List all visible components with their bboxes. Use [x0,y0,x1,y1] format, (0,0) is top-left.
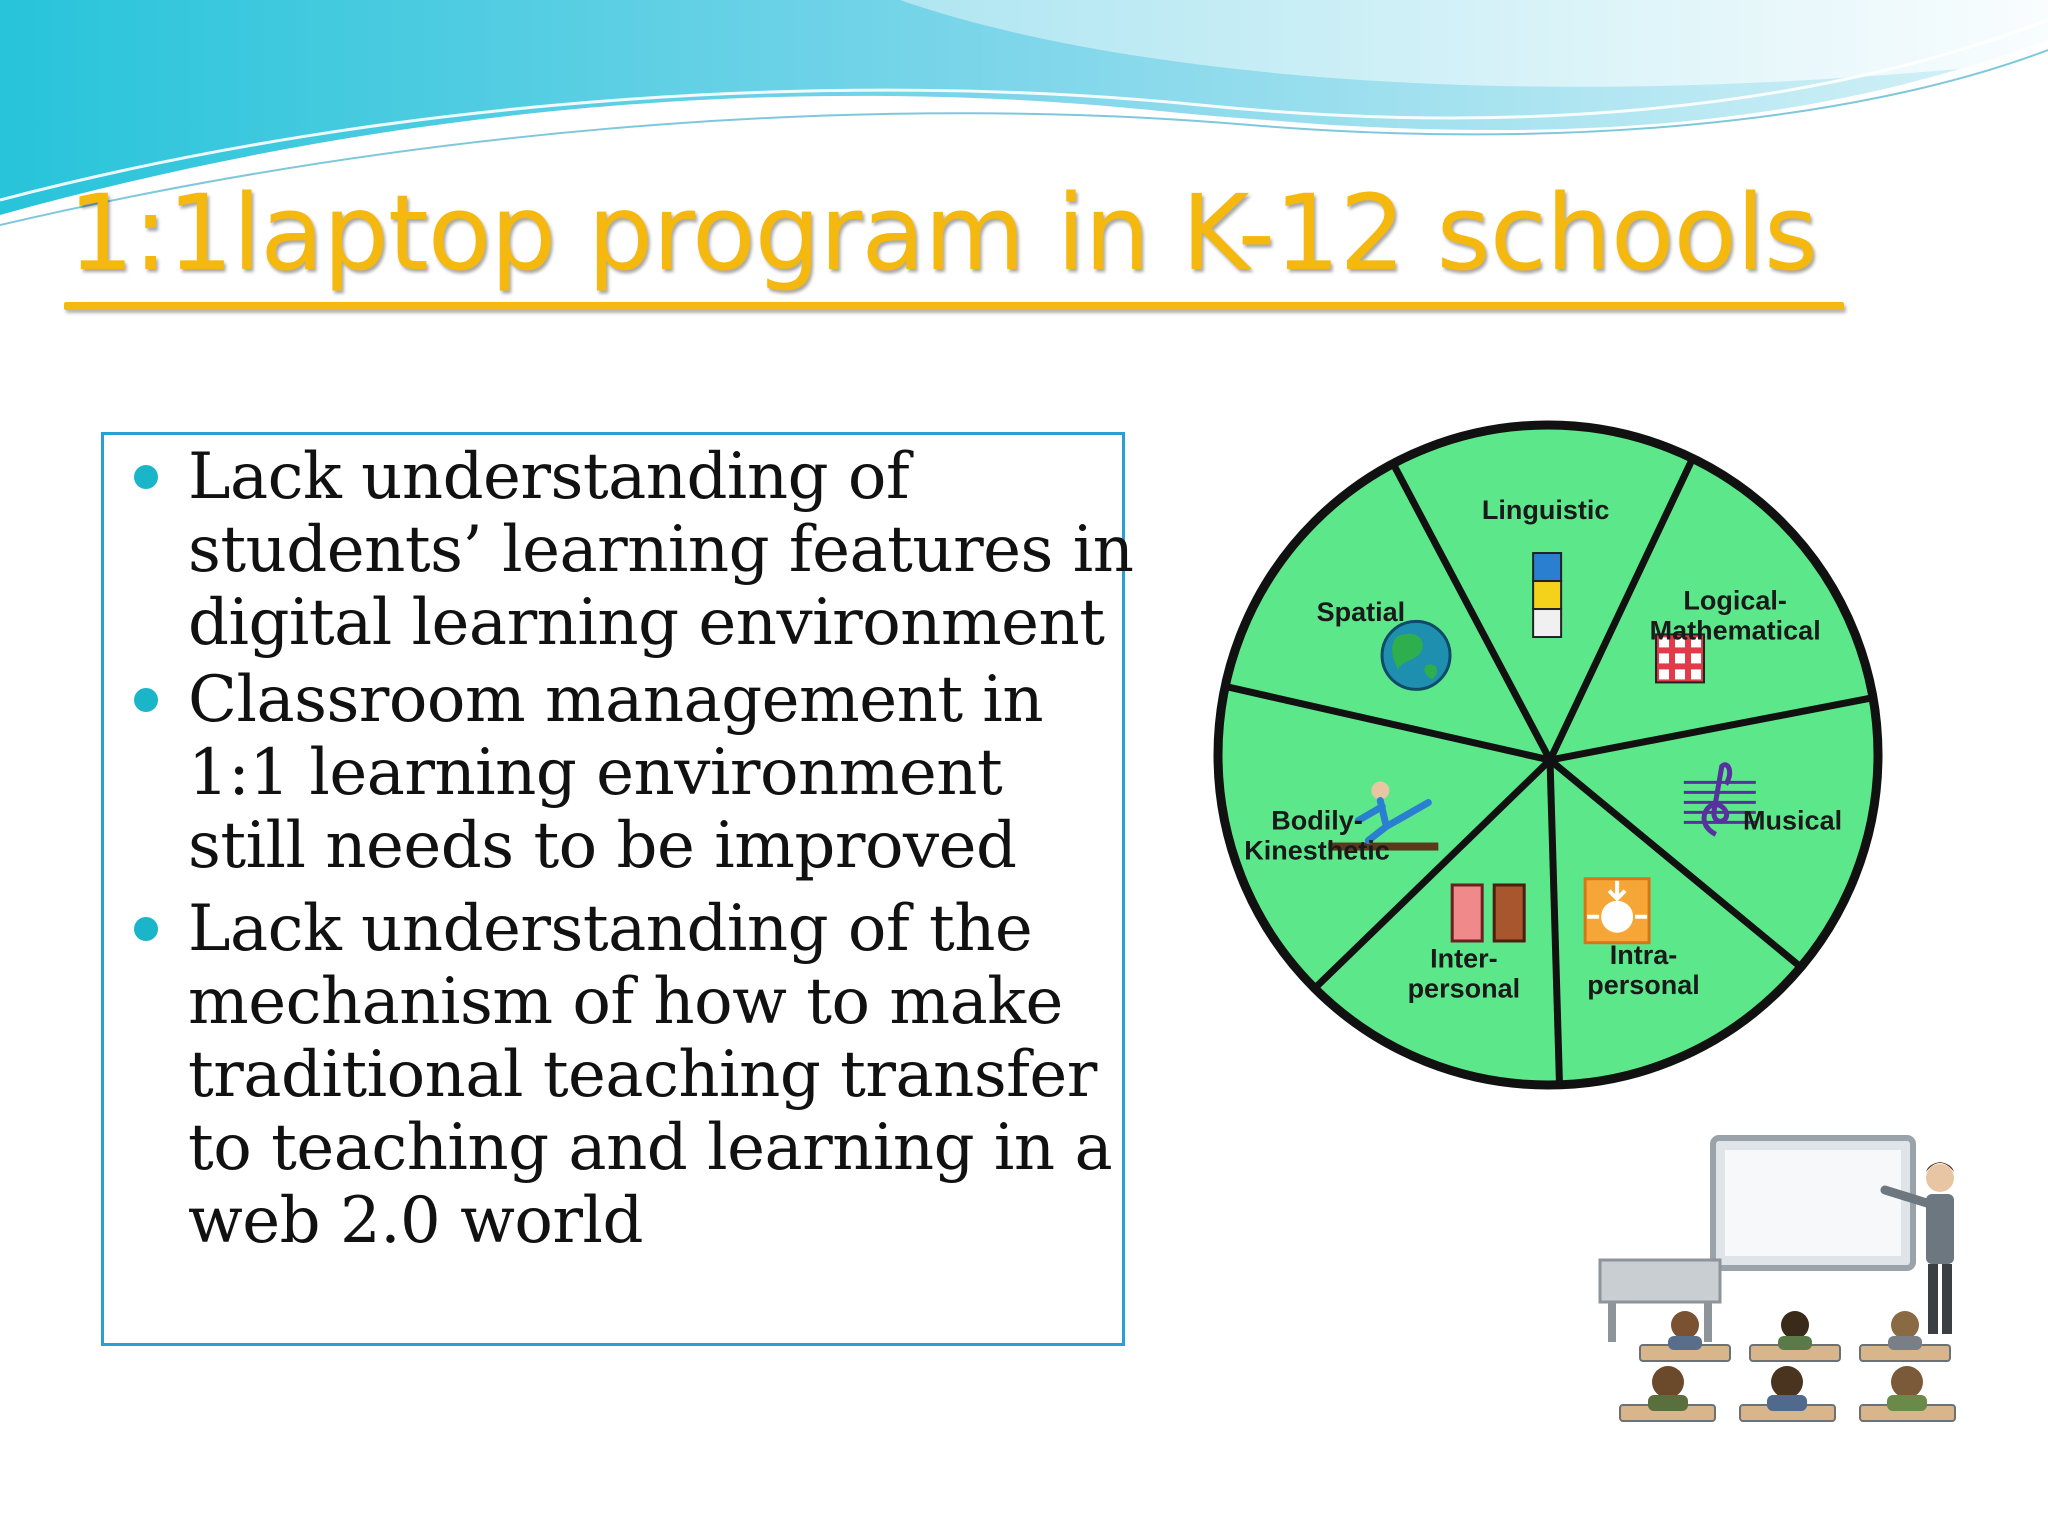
bullet-dot-icon [134,917,158,941]
abc-blocks-icon [1533,553,1561,637]
wheel-segment-label: personal [1587,970,1700,1001]
title-underline [64,302,1844,310]
classroom-teacher-icon [1580,1120,2020,1450]
bullet-list [104,435,1134,1258]
bullet-list-box [101,432,1134,1346]
bullet-text: Lack understanding of the mechanism of how to make traditional teaching transfer to teaching and learning in a web 2.0 world [188,892,1113,1258]
bullet-item [104,440,1134,660]
slide-title: 1:1laptop program in K-12 schools [68,172,1818,294]
wheel-segment-label: Kinesthetic [1244,835,1390,866]
wheel-segment-label: Bodily- [1271,805,1363,836]
self-reflection-icon [1585,879,1649,943]
wheel-segment-label: Spatial [1316,597,1406,628]
bullet-dot-icon [134,465,158,489]
wheel-segment-label: Linguistic [1481,495,1610,526]
bullet-item [104,664,1122,883]
bullet-text: Classroom management in 1:1 learning environment still needs to be improved [188,663,1044,883]
multiple-intelligences-wheel [1198,405,1898,1105]
wheel-segment-label: personal [1407,973,1521,1004]
wheel-segment-label: Mathematical [1649,615,1821,646]
bullet-item [104,893,1122,1258]
wheel-segment-label: Logical- [1683,585,1787,616]
globe-icon [1382,621,1450,689]
bullet-text: Lack understanding of students’ learning features in digital learning environment [188,440,1134,660]
wheel-segment-label: Intra- [1609,940,1678,971]
bullet-dot-icon [134,688,158,712]
wheel-segment-label: Inter- [1430,943,1498,974]
wheel-segment-label: Musical [1743,805,1843,836]
